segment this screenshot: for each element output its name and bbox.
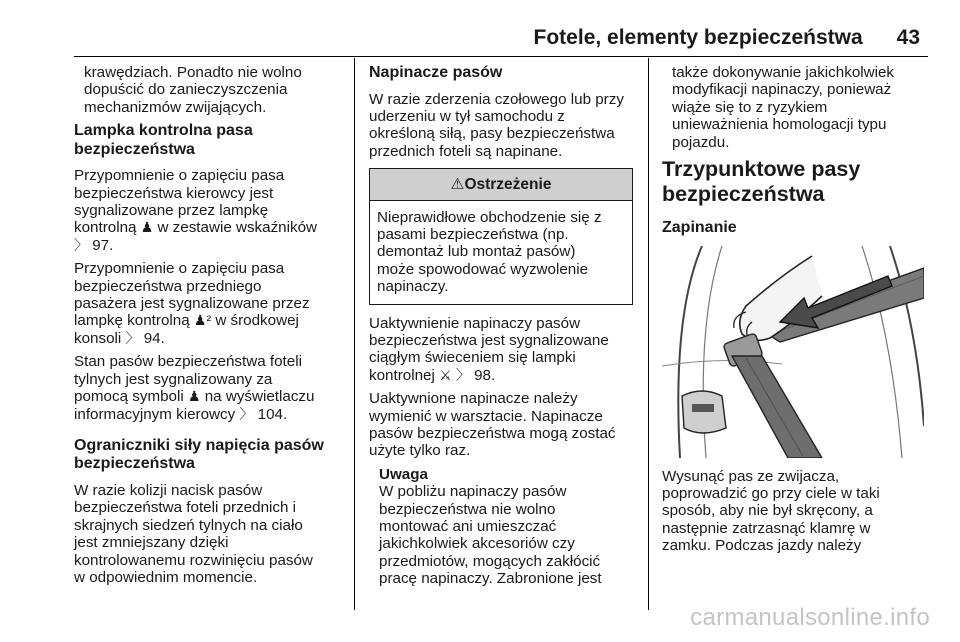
warning-triangle-icon: ⚠ (450, 176, 465, 194)
seatbelt-icon: ♟ (187, 388, 201, 405)
page-number: 43 (896, 26, 920, 49)
col3-para-fastening: Wysunąć pas ze zwijacza, poprowadzić go przy ciele w taki sposób, aby nie był skręcony, a następnie zatrzasnąć klamrę w zamku. Podczas jazdy należy (662, 467, 880, 555)
page-header (60, 26, 920, 50)
note-body: W pobliżu napinaczy pasów bezpieczeństwa nie wolno montować ani umieszczać jakichkolwiek akcesoriów czy przedmiotów, mogących zakłócić pracę napinaczy. Zabronione jest (379, 483, 602, 588)
col1-para-passenger-reminder: Przypomnienie o zapięciu pasa bezpieczeństwa przedniego pasażera jest sygnalizowane przez lampkę kontrolną ♟² w środkowej konsoli 〉 94. (74, 260, 310, 347)
col2-para-pretensioners: W razie zderzenia czołowego lub przy uderzeniu w tył samochodu z określoną siłą, pasy bezpieczeństwa przednich foteli są napinane. (369, 90, 624, 160)
seatbelt-icon: ♟ (140, 219, 154, 236)
passenger-seatbelt-icon: ♟² (193, 312, 212, 329)
warning-box (369, 168, 633, 304)
warning-body: Nieprawidłowe obchodzenie się z pasami bezpieczeństwa (np. demontaż lub montaż pasów) może spowodować wyzwolenie napinaczy. (377, 208, 602, 296)
warning-header: ⚠Ostrzeżenie (370, 169, 632, 200)
note-block (369, 466, 633, 588)
col2-para-activation: Uaktywnienie napinaczy pasów bezpieczeństwa jest sygnalizowane ciągłym świeceniem się lampki kontrolnej ⚔ 〉 98. (369, 314, 609, 384)
col1-intro: krawędziach. Ponadto nie wolno dopuścić do zanieczyszczenia mechanizmów zwijających. (84, 64, 302, 116)
page-ref-icon: 〉 (239, 405, 254, 422)
header-rule (74, 56, 928, 57)
heading-three-point-belts: Trzypunktowe pasy bezpieczeństwa (662, 157, 861, 207)
page-ref-icon: 〉 (125, 329, 140, 346)
col2-para-replace: Uaktywnione napinacze należy wymienić w warsztacie. Napinacze pasów bezpieczeństwa mogą zostać użyte tylko raz. (369, 390, 616, 460)
col3-intro: także dokonywanie jakichkolwiek modyfikacji napinaczy, ponieważ wiąże się to z ryzykiem unieważnienia homologacji typu pojazdu. (672, 64, 895, 151)
airbag-icon: ⚔ (439, 366, 452, 383)
page-ref-icon: 〉 (74, 236, 88, 253)
watermark: carmanualsonline.info (690, 604, 930, 631)
heading-fastening: Zapinanie (662, 219, 737, 237)
column-divider-2 (648, 58, 649, 610)
column-2 (369, 64, 633, 588)
column-divider-1 (354, 58, 355, 610)
col1-para-force-limiters: W razie kolizji nacisk pasów bezpieczeństwa foteli przednich i skrajnych siedzeń tylnych na ciało jest zmniejszany dzięki kontrolowanemu rozwinięciu pasów w odpowiednim momencie. (74, 481, 313, 586)
heading-pretensioners: Napinacze pasów (369, 64, 503, 81)
col1-para-driver-reminder: Przypomnienie o zapięciu pasa bezpieczeństwa kierowcy jest sygnalizowane przez lampkę kontrolną ♟ w zestawie wskaźników 〉 97. (74, 167, 318, 254)
column-3 (662, 64, 932, 561)
page-ref-icon: 〉 (455, 366, 470, 383)
col1-para-rear-status: Stan pasów bezpieczeństwa foteli tylnych jest sygnalizowany za pomocą symboli ♟ na wyświetlaczu informacyjnym kierowcy 〉 104. (74, 353, 315, 423)
column-1 (74, 64, 350, 592)
header-title: Fotele, elementy bezpieczeństwa (533, 26, 863, 49)
heading-seatbelt-lamp: Lampka kontrolna pasa bezpieczeństwa (74, 122, 253, 158)
seatbelt-fastening-illustration (662, 246, 924, 458)
note-title: Uwaga (379, 465, 428, 483)
heading-force-limiters: Ograniczniki siły napięcia pasów bezpieczeństwa (74, 436, 324, 473)
